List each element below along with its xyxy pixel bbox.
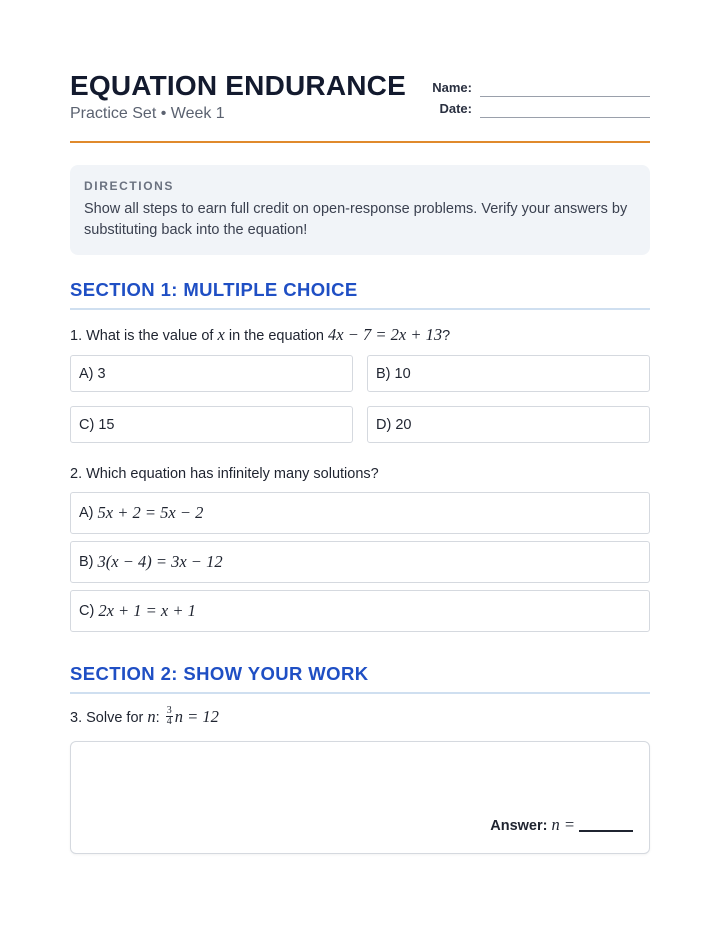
answer-equation: n = [551,815,575,834]
directions-text: Show all steps to earn full credit on open-response problems. Verify your answers by substituting back into the equation! [84,201,628,238]
page-title: EQUATION ENDURANCE [70,70,406,101]
option-value: 3 [97,365,106,382]
fraction-numerator: 3 [166,704,172,716]
question-2: 2. Which equation has infinitely many solutions? [70,466,379,482]
directions-box [70,165,650,255]
q1-option-a[interactable] [70,355,353,392]
question-3 [70,704,219,729]
date-field[interactable] [480,117,650,118]
q1-variable: x [217,325,225,344]
option-letter: B) [79,554,94,570]
question-1 [70,325,450,345]
q1-option-d[interactable] [367,406,650,443]
option-equation: 2x + 1 = x + 1 [98,601,196,620]
q3-variable: n [147,707,156,726]
option-letter: A) [79,365,94,382]
option-letter: C) [79,416,95,433]
fraction-denominator: 4 [166,715,172,727]
q1-prefix: 1. What is the value of [70,328,218,344]
date-label: Date: [439,101,472,116]
date-row [432,101,650,121]
name-label: Name: [432,80,472,95]
q3-fraction [166,706,173,727]
option-value: 20 [395,416,412,433]
q3-prefix: 3. Solve for [70,710,148,726]
option-letter: D) [376,416,392,433]
q1-suffix: ? [442,328,451,344]
section-1-title: SECTION 1: MULTIPLE CHOICE [70,279,650,310]
q2-option-c[interactable] [70,590,650,632]
q2-option-a[interactable] [70,492,650,534]
option-equation: 5x + 2 = 5x − 2 [97,503,204,522]
option-equation: 3(x − 4) = 3x − 12 [97,552,223,571]
option-letter: C) [79,603,95,619]
q1-equation: 4x − 7 = 2x + 13 [328,325,443,344]
work-area[interactable] [70,741,650,854]
q3-colon: : [155,710,160,726]
answer-blank[interactable] [579,830,633,832]
q3-equation-rest: n = 12 [174,707,219,726]
name-row [432,80,650,100]
worksheet-header [70,70,650,130]
q2-option-b[interactable] [70,541,650,583]
option-letter: B) [376,365,391,382]
q1-option-c[interactable] [70,406,353,443]
page-subtitle: Practice Set • Week 1 [70,105,225,122]
header-divider [70,141,650,143]
option-letter: A) [79,505,94,521]
answer-row [490,815,633,835]
name-field[interactable] [480,96,650,97]
option-value: 15 [98,416,115,433]
q1-middle: in the equation [224,328,329,344]
option-value: 10 [394,365,411,382]
directions-label: DIRECTIONS [84,179,175,193]
q1-option-b[interactable] [367,355,650,392]
answer-label: Answer: [490,818,548,834]
section-2-title: SECTION 2: SHOW YOUR WORK [70,663,650,694]
